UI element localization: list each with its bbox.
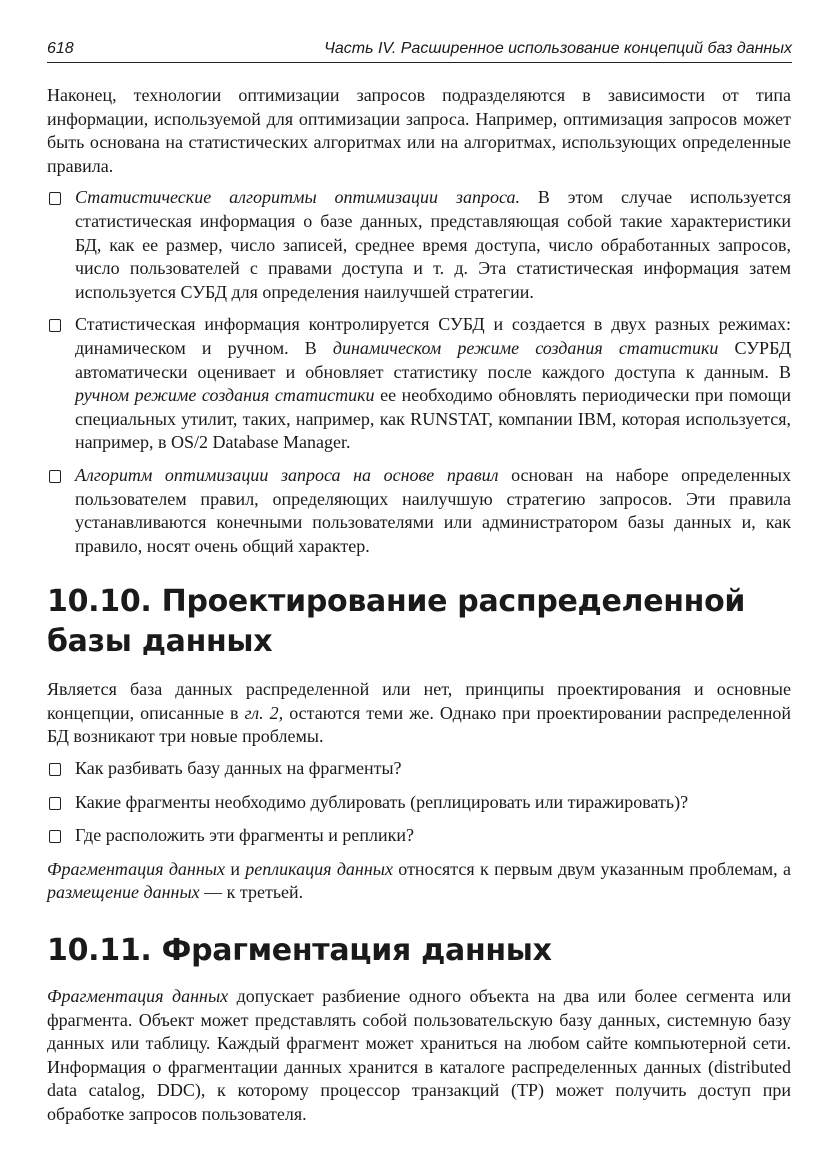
- checkbox-bullet-icon: [49, 797, 61, 810]
- section-heading-10-10: 10.10. Проектирование распределенной базы данных: [47, 584, 746, 660]
- paragraph-text: Является база данных распределенной или нет, принципы проектирования и основные концепции, описанные в: [47, 679, 791, 723]
- paragraph-text: и: [224, 858, 246, 879]
- paragraph-text: остаются теми же. Однако при проектировании распределенной БД возникают три новые проблемы.: [47, 702, 791, 747]
- term-emphasis: динамическом режиме создания статистики: [332, 337, 719, 358]
- list-item-text: СУРБД автоматически оценивает и обновляет статистику после каждого доступа к данным. В: [75, 337, 791, 382]
- list-item-text: Где расположить эти фрагменты и реплики?: [75, 825, 414, 846]
- list-item-text: Как разбивать базу данных на фрагменты?: [75, 758, 402, 779]
- paragraph-text: — к третьей.: [199, 882, 304, 903]
- section-10-10-paragraph: [47, 678, 791, 749]
- list-item-text: ее необходимо обновлять периодически при помощи специальных утилит, таких, например, как RUNSTAT, компании IBM, которая используется, например, в OS/2 Database Manager.: [75, 385, 792, 453]
- list-item: [47, 824, 791, 848]
- term-emphasis: ручном режиме создания статистики: [75, 385, 375, 406]
- list-item-text: Какие фрагменты необходимо дублировать (реплицировать или тиражировать)?: [75, 791, 689, 812]
- design-questions-list: [47, 757, 791, 848]
- intro-paragraph: Наконец, технологии оптимизации запросов подразделяются в зависимости от типа информации, используемой для оптимизации запроса. Например, оптимизация запросов может быть основана на статистических алгоритмах или на алгоритмах, использующих определенные правила.: [47, 85, 791, 176]
- list-item: [47, 313, 791, 455]
- section-10-10-summary: [47, 858, 791, 905]
- list-item: [47, 757, 791, 781]
- paragraph-text: относятся к первым двум указанным проблемам, а: [392, 858, 791, 879]
- optimization-types-list: [47, 186, 791, 558]
- running-header: [47, 38, 792, 63]
- term-emphasis: Статистические алгоритмы оптимизации запроса.: [75, 187, 520, 208]
- term-emphasis: Алгоритм оптимизации запроса на основе правил: [75, 464, 499, 485]
- list-item-text: В этом случае используется статистическая информация о базе данных, представляющая собой такие характеристики БД, как ее размер, число записей, среднее время доступа, число обработанных запросов, число пользователей с правами доступа и т. д. Эта статистическая информация затем используется СУБД для определения наилучшей стратегии.: [75, 187, 791, 302]
- list-item: [47, 791, 791, 815]
- section-heading-10-11: 10.11. Фрагментация данных: [47, 933, 552, 969]
- paragraph-text: допускает разбиение одного объекта на два или более сегмента или фрагмента. Объект может представлять собой пользовательскую базу данных, системную базу данных или таблицу. Каждый фрагмент может храниться на любом сайте компьютерной сети. Информация о фрагментации данных хранится в каталоге распределенных данных (distributed data catalog, DDC), к которому процессор транзакций (TP) может получить доступ при обработке запросов пользователя.: [47, 986, 791, 1124]
- term-emphasis: Фрагментация данных: [47, 986, 229, 1007]
- list-item-text: основан на наборе определенных пользователем правил, определяющих наилучшую стратегию запросов. Эти правила устанавливаются конечными пользователями или администратором базы данных и, как правило, носят очень общий характер.: [75, 464, 791, 556]
- list-item: [47, 464, 791, 558]
- term-emphasis: Фрагментация данных: [47, 858, 225, 879]
- list-item: [47, 186, 791, 304]
- page-body: [47, 84, 791, 1127]
- checkbox-bullet-icon: [49, 192, 61, 205]
- term-emphasis: размещение данных: [47, 882, 200, 903]
- checkbox-bullet-icon: [49, 830, 61, 843]
- term-emphasis: репликация данных: [245, 858, 393, 879]
- section-10-11-paragraph: [47, 985, 791, 1127]
- checkbox-bullet-icon: [49, 763, 61, 776]
- checkbox-bullet-icon: [49, 319, 61, 332]
- list-item-text: Статистическая информация контролируется СУБД и создается в двух разных режимах: динамическом и ручном. В: [75, 314, 791, 358]
- checkbox-bullet-icon: [49, 470, 61, 483]
- page-number: 618: [47, 40, 74, 57]
- chapter-reference: гл. 2,: [244, 702, 284, 723]
- running-title: Часть IV. Расширенное использование концепций баз данных: [324, 40, 792, 57]
